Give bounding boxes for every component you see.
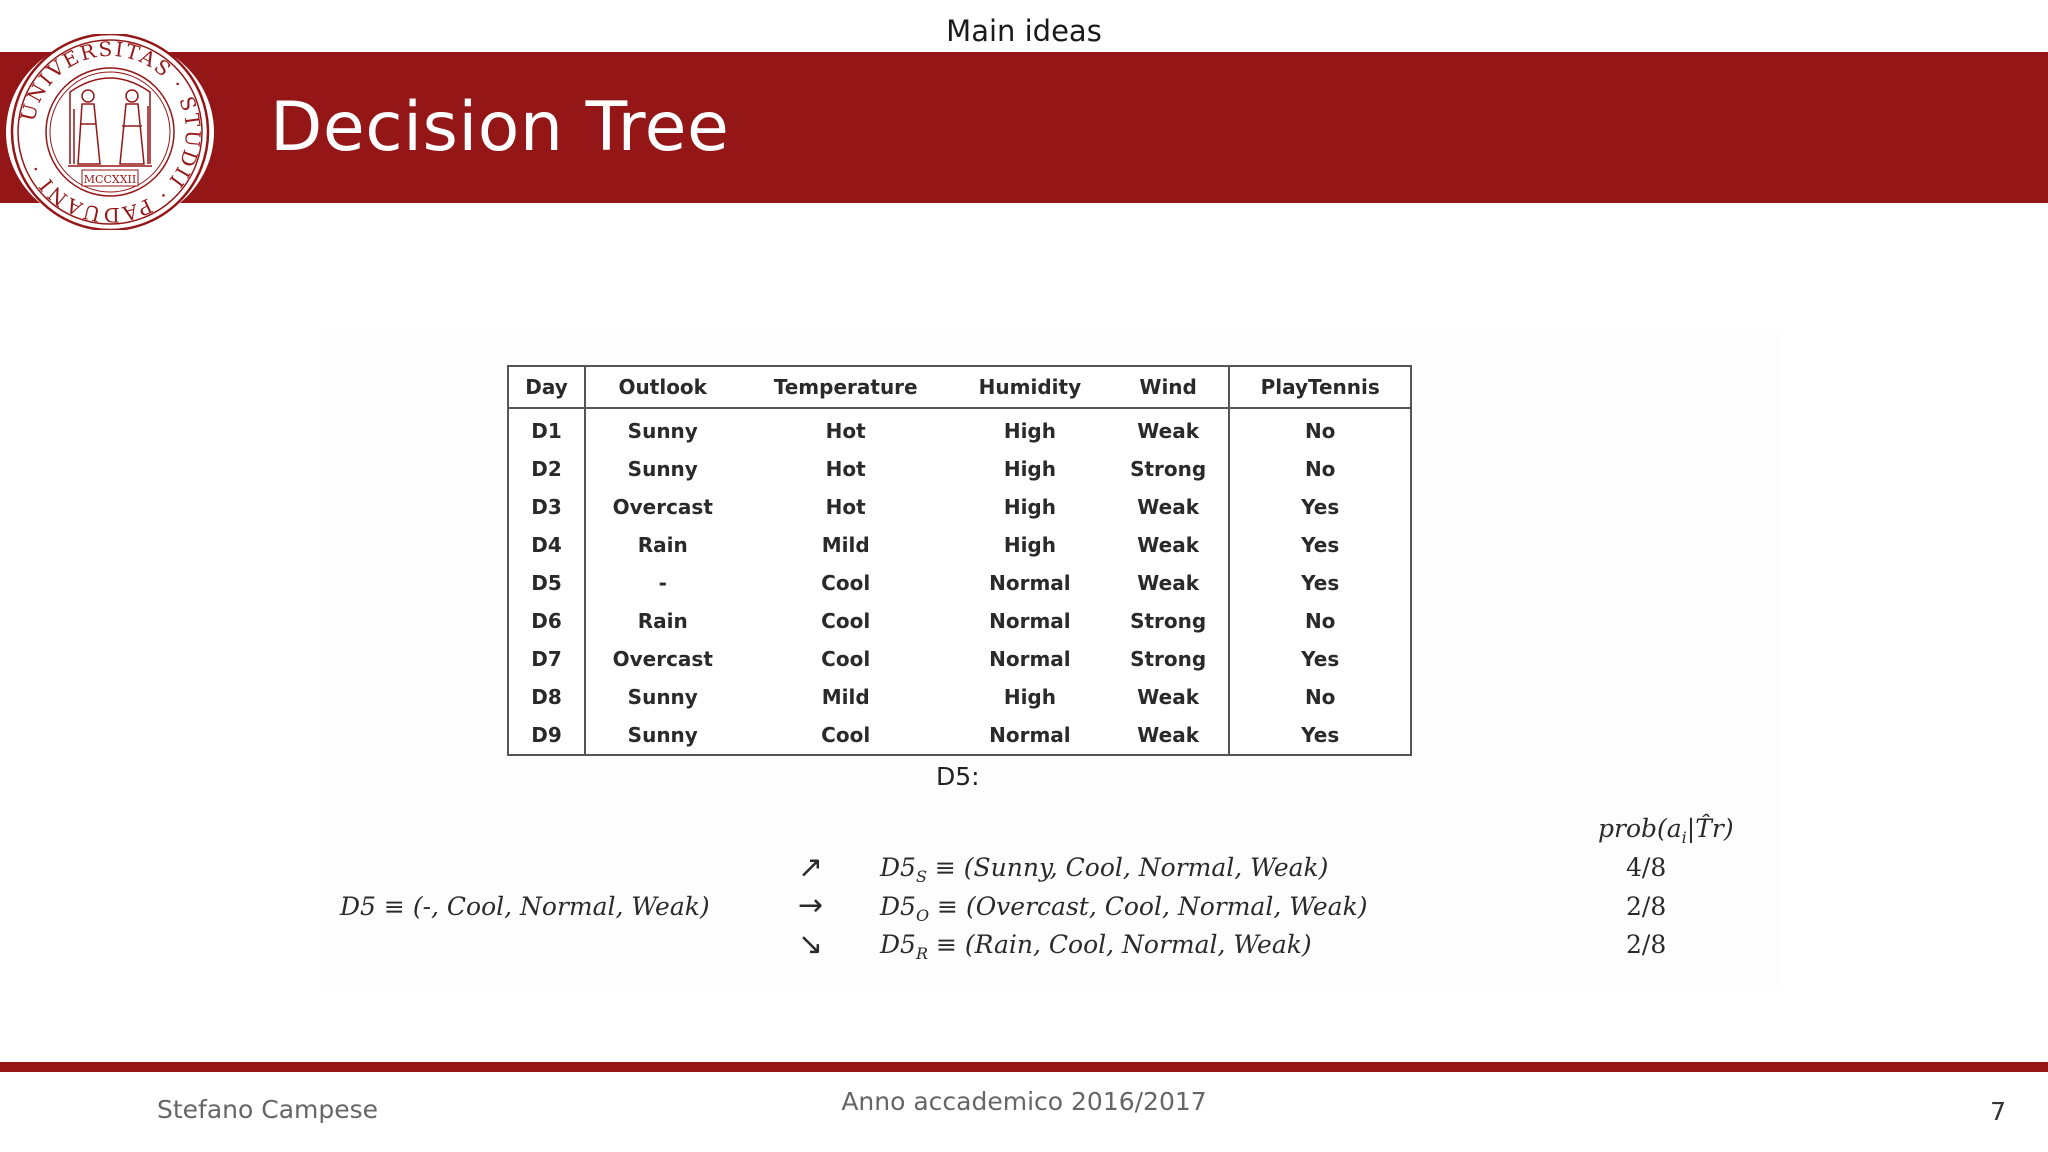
table-cell: D8 bbox=[508, 678, 585, 716]
table-cell: Cool bbox=[821, 609, 871, 633]
table-cell: Cool bbox=[821, 647, 871, 671]
table-cell: Mild bbox=[821, 685, 870, 709]
source-tuple: (-, Cool, Normal, Weak) bbox=[412, 892, 710, 921]
content-image bbox=[320, 330, 1780, 990]
table-header-row bbox=[508, 366, 1411, 408]
prob-header: $prob(a_i|T̂r)$ bbox=[1598, 814, 1734, 847]
table-cell: D2 bbox=[508, 450, 585, 488]
table-cell: Hot bbox=[825, 457, 866, 481]
arrow-right-icon: → bbox=[798, 888, 824, 923]
table-cell: Rain bbox=[637, 533, 688, 557]
prob-value: 2/8 bbox=[1626, 930, 1667, 959]
table-cell: D7 bbox=[508, 640, 585, 678]
table-cell: Mild bbox=[821, 533, 870, 557]
svg-text:MCCXXII: MCCXXII bbox=[83, 173, 137, 186]
slide-title: Decision Tree bbox=[270, 88, 730, 167]
branch-sunny: $D5_S$ ≡ (Sunny, Cool, Normal, Weak) bbox=[880, 853, 1329, 886]
table-cell: Yes bbox=[1301, 571, 1340, 595]
table-cell: Sunny bbox=[627, 457, 698, 481]
table-cell: Hot bbox=[825, 495, 866, 519]
table-cell: Sunny bbox=[627, 723, 698, 747]
section-label: Main ideas bbox=[946, 14, 1102, 48]
column-header: PlayTennis bbox=[1229, 366, 1411, 408]
table-cell: Yes bbox=[1301, 495, 1340, 519]
table-cell: D1 bbox=[508, 408, 585, 450]
play-tennis-table bbox=[507, 365, 1412, 756]
prob-value: 4/8 bbox=[1626, 853, 1667, 882]
footer-author: Stefano Campese bbox=[157, 1095, 379, 1124]
table-cell: Strong bbox=[1108, 450, 1229, 488]
source-base: D5 bbox=[340, 892, 376, 921]
table-cell: Overcast bbox=[612, 495, 713, 519]
table-cell: Weak bbox=[1108, 488, 1229, 526]
table-cell: Hot bbox=[825, 419, 866, 443]
caption: D5: bbox=[936, 762, 980, 791]
table-cell: Strong bbox=[1108, 640, 1229, 678]
branch-rain: $D5_R$ ≡ (Rain, Cool, Normal, Weak) bbox=[880, 930, 1312, 963]
table-cell: Normal bbox=[989, 723, 1071, 747]
table-cell: Weak bbox=[1108, 716, 1229, 755]
table-cell: Normal bbox=[989, 571, 1071, 595]
column-header: Temperature bbox=[739, 366, 951, 408]
column-header: Outlook bbox=[585, 366, 739, 408]
table-row bbox=[508, 716, 1411, 755]
table-cell: - bbox=[658, 571, 667, 595]
svg-text:UNIVERSITAS · STUDII · PADUANI: UNIVERSITAS · STUDII · PADUANI · bbox=[15, 36, 206, 228]
table-cell: Yes bbox=[1301, 533, 1340, 557]
column-header: Wind bbox=[1108, 366, 1229, 408]
table-cell: Yes bbox=[1301, 647, 1340, 671]
table-cell: Sunny bbox=[627, 419, 698, 443]
arrow-down-right-icon: ↘ bbox=[798, 927, 824, 962]
table-cell: Sunny bbox=[627, 685, 698, 709]
table-row bbox=[508, 408, 1411, 450]
prob-value: 2/8 bbox=[1626, 892, 1667, 921]
page-number: 7 bbox=[1990, 1097, 2006, 1126]
table-cell: D4 bbox=[508, 526, 585, 564]
table-cell: High bbox=[1003, 495, 1056, 519]
table-cell: Normal bbox=[989, 609, 1071, 633]
title-band bbox=[0, 52, 2048, 203]
table-row bbox=[508, 488, 1411, 526]
table-cell: Rain bbox=[637, 609, 688, 633]
table-cell: Cool bbox=[821, 723, 871, 747]
table-row bbox=[508, 526, 1411, 564]
branch-overcast: $D5_O$ ≡ (Overcast, Cool, Normal, Weak) bbox=[880, 892, 1368, 925]
table-cell: No bbox=[1304, 457, 1336, 481]
university-seal-logo bbox=[4, 34, 216, 230]
table-cell: D5 bbox=[508, 564, 585, 602]
table-cell: High bbox=[1003, 533, 1056, 557]
arrow-up-right-icon: ↗ bbox=[798, 850, 824, 885]
table-cell: Weak bbox=[1108, 564, 1229, 602]
table-cell: Weak bbox=[1108, 526, 1229, 564]
table-cell: Yes bbox=[1301, 723, 1340, 747]
table-cell: Strong bbox=[1108, 602, 1229, 640]
table-cell: Normal bbox=[989, 647, 1071, 671]
table-cell: No bbox=[1304, 609, 1336, 633]
table-cell: D6 bbox=[508, 602, 585, 640]
source-expression: D5 ≡ (-, Cool, Normal, Weak) bbox=[340, 892, 710, 921]
footer-academic-year: Anno accademico 2016/2017 bbox=[841, 1087, 1207, 1116]
table-row bbox=[508, 450, 1411, 488]
table-row bbox=[508, 640, 1411, 678]
table-cell: High bbox=[1003, 457, 1056, 481]
table-cell: D3 bbox=[508, 488, 585, 526]
table-cell: D9 bbox=[508, 716, 585, 755]
table-row bbox=[508, 678, 1411, 716]
table-cell: No bbox=[1304, 419, 1336, 443]
table-cell: High bbox=[1003, 685, 1056, 709]
table-cell: High bbox=[1003, 419, 1056, 443]
footer-divider bbox=[0, 1062, 2048, 1072]
table-row bbox=[508, 564, 1411, 602]
table-cell: Cool bbox=[821, 571, 871, 595]
column-header: Humidity bbox=[952, 366, 1108, 408]
table-cell: Weak bbox=[1108, 408, 1229, 450]
table-row bbox=[508, 602, 1411, 640]
column-header: Day bbox=[508, 366, 585, 408]
table-cell: No bbox=[1304, 685, 1336, 709]
table-cell: Weak bbox=[1108, 678, 1229, 716]
table-cell: Overcast bbox=[612, 647, 713, 671]
